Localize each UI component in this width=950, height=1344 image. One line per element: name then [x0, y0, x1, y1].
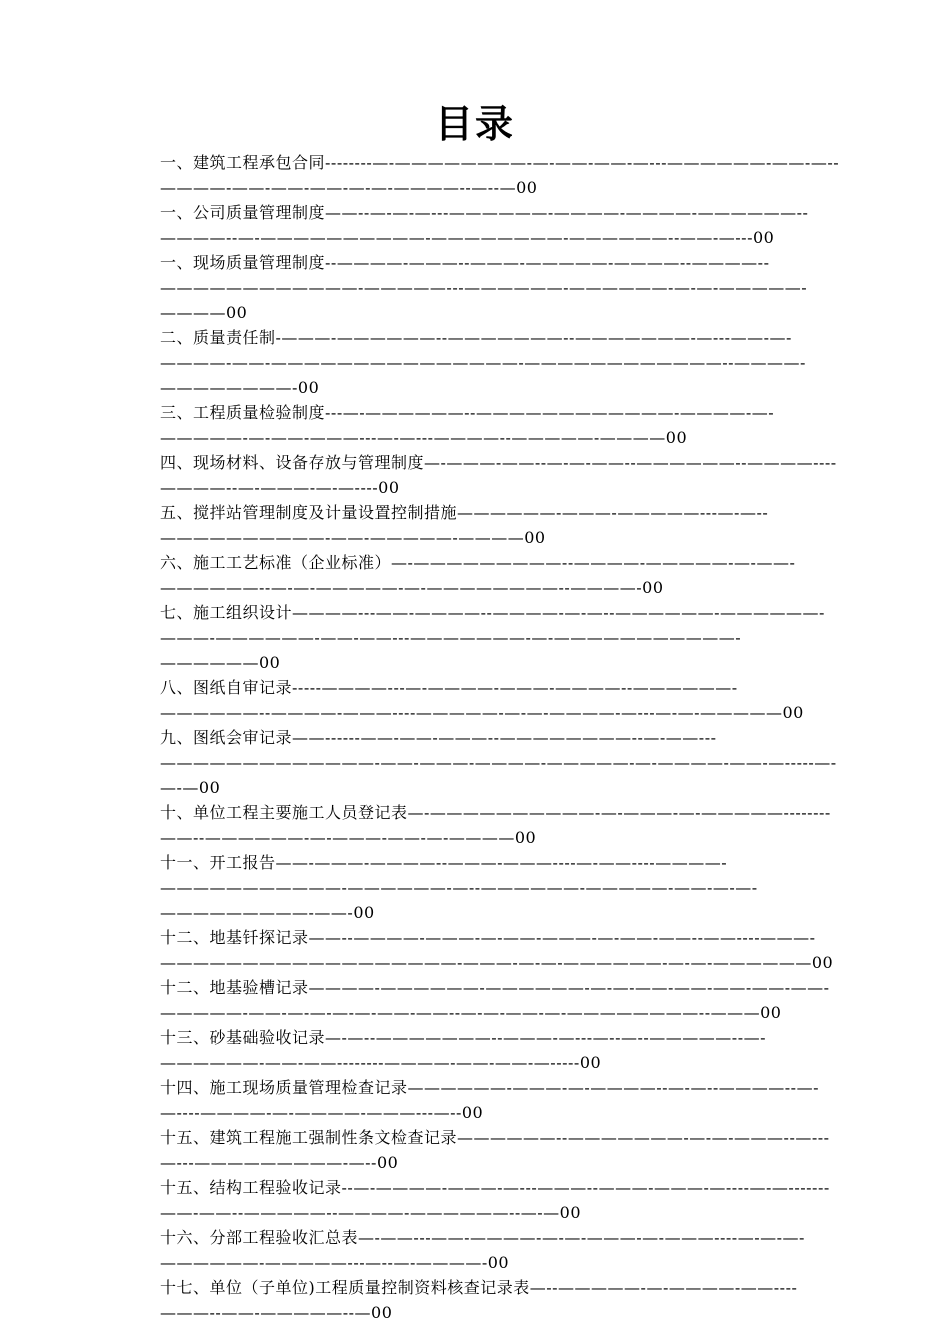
toc-entry: 十二、地基验槽记录————-——————-——————-—-—-——-——-——-——-——-—————-——-—-—-—-—-——-——--—-—-——-—-————————--———00: [160, 978, 830, 1022]
toc-entry: 十五、建筑工程施工强制性条文检查记录——————--———————-—-—-———--—---—---—————————-—--00: [160, 1128, 830, 1172]
toc-entry: 十二、地基钎探记录——--————-———-—-——-———-—-——-——--——----———-——————————————————-———-—-—-——————-—-—-——————00: [160, 928, 834, 972]
toc-entry: 五、搅拌站管理制度及计量设置控制措施——————-———-—————---—-—--——————————-——-—————-————00: [160, 503, 769, 547]
toc-entry: 四、现场材料、设备存放与管理制度—-———-——--—-—-——--——————--————----————--—-———-—-—----00: [160, 453, 837, 497]
toc-entry: 十一、开工报告——-———-————--———-———----—-——----————-———————————-——————-—--——————-—————-——-—-—-—————————-——-00: [160, 853, 758, 922]
toc-entry: 二、质量责任制-———-——————--———————--———————-—---——-—-————-——-———————————————-————————————--————-————————-00: [160, 328, 806, 397]
toc-entry: 十四、施工现场质量管理检查记录——————-———-—-————--—-—--————--—-—----————-—-————-———---—--00: [160, 1078, 819, 1122]
table-of-contents: [160, 150, 840, 1325]
toc-entry: 十三、砂基础验收记录—-—--———————--———-—---—--—--—————--—-——————-——-——--------————-——-——-—-----00: [160, 1028, 767, 1072]
toc-entry: 八、图纸自审记录-----————---—-————-———-————--——————-——————--————-———----—————-—-—-————-—---—-—-—————00: [160, 678, 804, 722]
toc-entry: 十、单位工程主要施工人员登记表—-——————————-—-———-—-—————--------——--——————-—-———-——-—-————00: [160, 803, 831, 847]
toc-entry: 九、图纸会审记录——------——-——-———--————————--—-——---—————————————-——-———-————-—————-—-————-——-—-----—-—-—00: [160, 728, 837, 797]
toc-entry: 一、现场质量管理制度--————-———--———-—————-————--————--————————————-—————---——————-——————-—-—-—————-————00: [160, 253, 808, 322]
toc-entry: 七、施工组织设计————---——-————--————-—-—--——————-——————-———-——————-——-——---———————-—-———————————-——————00: [160, 603, 825, 672]
toc-entry: 一、建筑工程承包合同--------—-————————-—-——-——-—---——————-——-—--————-——-——-——-—-—-————--—--—00: [160, 153, 840, 197]
toc-entry: 一、公司质量管理制度——--—-—-—---——————-————-————-——————--————--—-——————————-————————-——————--——-—---00: [160, 203, 809, 247]
toc-entry: 十五、结构工程验收记录--—-————-———-—---———--———-———-—----—-—-------——-——--—————--————-——————--—-—00: [160, 1178, 830, 1222]
page-title: 目录: [434, 101, 515, 146]
toc-entry: 十七、单位（子单位)工程质量控制资料核查记录表—--—————-—-————-——----———--——-—————--—00: [160, 1278, 798, 1322]
toc-entry: 六、施工工艺标准（企业标准）—-—————————--————-—————-—-——-——————--—-—-—————-—-————————--————-00: [160, 553, 796, 597]
toc-entry: 三、工程质量检验制度---—-——————--————————————-————-—-—————-—-——-———---—-—---————--—————-————00: [160, 403, 775, 447]
toc-entry: 十六、分部工程验收汇总表—-——---——-————-—-—-———-—-———----—-—-—-——————-—————---—--—-————-00: [160, 1228, 805, 1272]
